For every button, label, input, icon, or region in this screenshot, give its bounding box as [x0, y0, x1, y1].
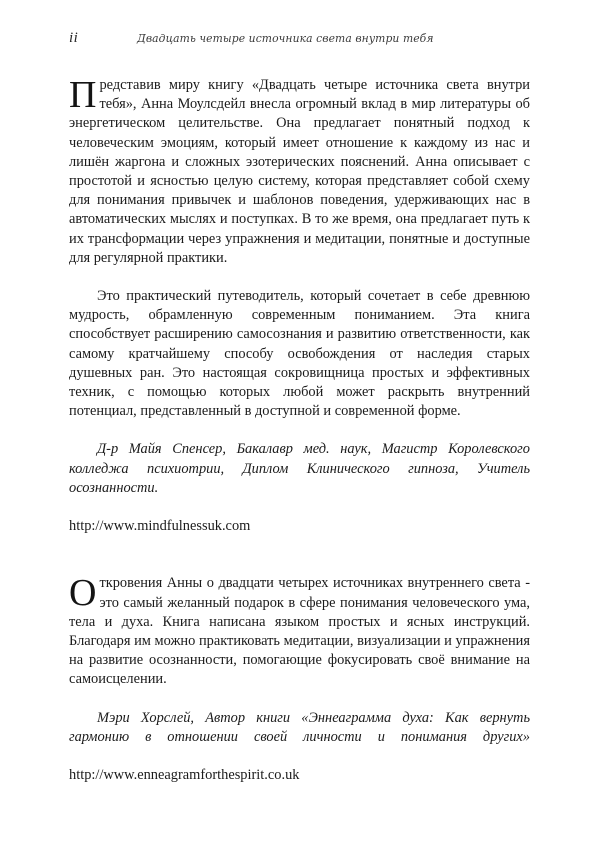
- paragraph-testimonial-3: [69, 574, 530, 689]
- attribution-url-1: http://www.mindfulnessuk.com: [69, 518, 251, 535]
- running-head: [0, 28, 600, 48]
- attribution-credit-1: Д-р Майя Спенсер, Бакалавр мед. наук, Магистр Королевского колледжа психиотрии, Диплом Клинического гипноза, Учитель осознанности.: [69, 441, 530, 496]
- drop-cap-letter: О: [69, 572, 97, 615]
- paragraph-testimonial-1: [69, 76, 530, 268]
- paragraph-1-text: редставив миру книгу «Двадцать четыре источника света внутри тебя», Анна Моулсдейл внесла огромный вклад в мир литературы об энергетическом целительстве. Она предлагает понятный подход к человеческим эмоциям, который имеет отношение к каждому из нас и лишён жаргона и сложных эзотерических пояснений. Анна описывает с простотой и ясностью целую систему, которая представляет собой схему для понимания привычек и шаблонов поведения, удерживающих нас в автоматических мыслях и поступках. В то же время, она предлагает путь к их трансформации через упражнения и медитации, понятные и доступные для регулярной практики.: [69, 77, 530, 266]
- attribution-url-2: http://www.enneagramforthespirit.co.uk: [69, 767, 300, 784]
- page-number: ii: [69, 30, 79, 46]
- drop-cap-letter: П: [69, 74, 97, 116]
- attribution-credit-2: Мэри Хорслей, Автор книги «Эннеаграмма духа: Как вернуть гармонию в отношении своей личности и понимания других»: [69, 709, 530, 745]
- running-head-title: Двадцать четыре источника света внутри тебя: [137, 32, 434, 45]
- text-block: [69, 76, 530, 786]
- paragraph-3-text: ткровения Анны о двадцати четырех источниках внутреннего света - это самый желанный подарок в сфере понимания человеческого ума, тела и духа. Книга написана языком простых и ясных инструкций. Благодаря им можно практиковать медитации, визуализации и упражнения на развитие осознанности, помогающие фокусировать своё внимание на самоисцелении.: [69, 575, 530, 688]
- paragraph-testimonial-2: Это практический путеводитель, который сочетает в себе древнюю мудрость, обрамленную современным пониманием. Эта книга способствует расширению самосознания и развитию ответственности, как самому кратчайшему способу освобождения от наследия старых душевных ран. Это настоящая сокровищница простых и эффективных техник, с помощью которых любой может раскрыть внутренний потенциал, представленный в доступной и современной форме.: [69, 288, 530, 420]
